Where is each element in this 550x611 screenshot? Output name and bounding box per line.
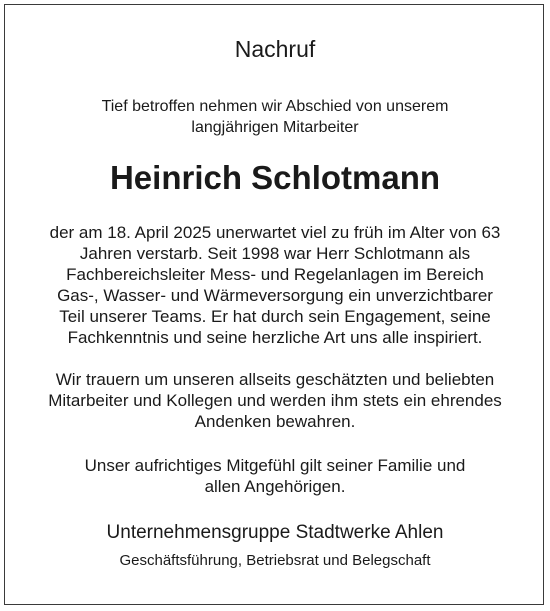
organization-name: Unternehmensgruppe Stadtwerke Ahlen [106, 522, 444, 543]
intro-text [0, 96, 550, 138]
paragraph-line: Gas-, Wasser- und Wärmeversorgung ein unverzichtbarer [57, 286, 493, 305]
paragraph-line: der am 18. April 2025 unerwartet viel zu früh im Alter von 63 [49, 223, 501, 242]
paragraph-line: Unser aufrichtiges Mitgefühl gilt seiner Familie und [84, 456, 466, 475]
paragraph-line: Jahren verstarb. Seit 1998 war Herr Schlotmann als [79, 244, 471, 263]
signatories: Geschäftsführung, Betriebsrat und Belegschaft [119, 552, 431, 569]
intro-line: langjährigen Mitarbeiter [191, 119, 359, 136]
paragraph-line: Wir trauern um unseren allseits geschätzten und beliebten [55, 370, 495, 389]
intro-line: Tief betroffen nehmen wir Abschied von unserem [101, 98, 449, 115]
paragraph-line: Fachkenntnis und seine herzliche Art uns alle inspiriert. [67, 328, 483, 347]
notice-heading: Nachruf [234, 36, 316, 62]
deceased-name: Heinrich Schlotmann [109, 159, 441, 196]
paragraph-line: Andenken bewahren. [194, 412, 356, 431]
paragraph-line: Mitarbeiter und Kollegen und werden ihm stets ein ehrendes [48, 391, 502, 410]
mourning-paragraph [0, 369, 550, 432]
paragraph-line: allen Angehörigen. [204, 477, 346, 496]
condolence-paragraph [0, 455, 550, 497]
paragraph-line: Fachbereichsleiter Mess- und Regelanlagen im Bereich [66, 265, 484, 284]
paragraph-line: Teil unserer Teams. Er hat durch sein Engagement, seine [59, 307, 491, 326]
biography-paragraph [0, 222, 550, 348]
